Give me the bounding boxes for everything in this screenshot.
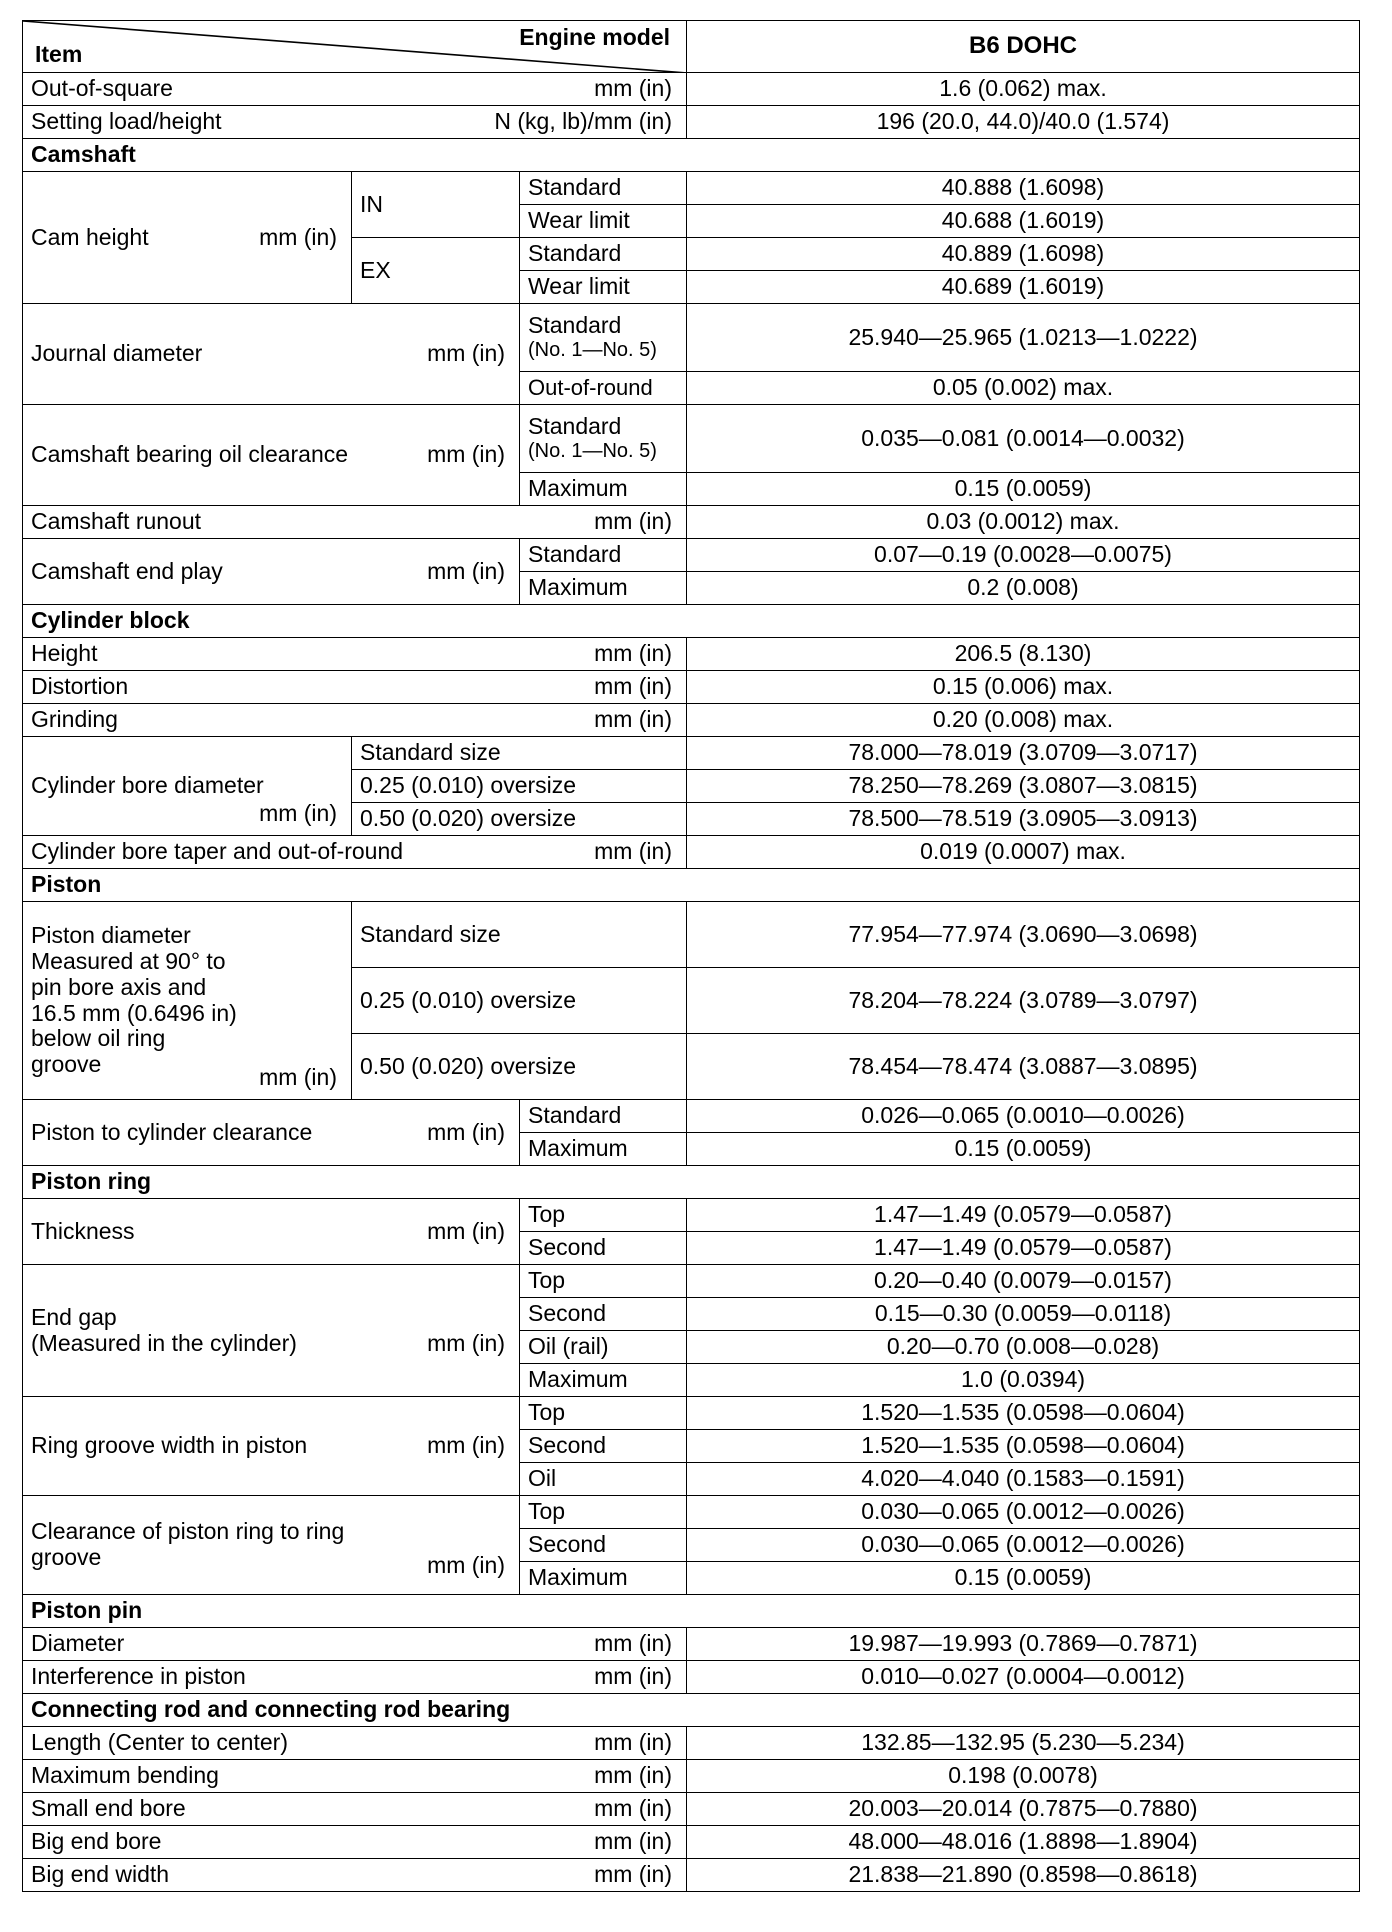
condition-label: Second [520, 1430, 687, 1463]
table-row [23, 1661, 1360, 1694]
row-value: 20.003—20.014 (0.7875—0.7880) [687, 1793, 1360, 1826]
condition-label: Maximum [520, 473, 687, 506]
row-unit: mm (in) [594, 1630, 672, 1657]
row-value: 25.940—25.965 (1.0213—1.0222) [687, 304, 1360, 372]
condition-label: Maximum [520, 572, 687, 605]
table-row [23, 304, 1360, 372]
row-label: Cam height [31, 223, 149, 250]
row-unit: mm (in) [259, 800, 337, 827]
row-unit: mm (in) [594, 673, 672, 700]
row-value: 0.15 (0.0059) [687, 1562, 1360, 1595]
condition-label: 0.50 (0.020) oversize [352, 1034, 687, 1100]
table-row [23, 737, 1360, 770]
row-value: 0.03 (0.0012) max. [687, 506, 1360, 539]
header-row [23, 21, 1360, 73]
row-label-line2: (Measured in the cylinder) [31, 1329, 297, 1356]
row-value: 0.198 (0.0078) [687, 1760, 1360, 1793]
row-value: 1.520—1.535 (0.0598—0.0604) [687, 1397, 1360, 1430]
row-label: Grinding [31, 706, 118, 733]
table-row [23, 1628, 1360, 1661]
row-value: 1.47—1.49 (0.0579—0.0587) [687, 1199, 1360, 1232]
row-value: 40.689 (1.6019) [687, 271, 1360, 304]
condition-label: Wear limit [520, 271, 687, 304]
condition-label: 0.50 (0.020) oversize [352, 803, 687, 836]
table-row [23, 638, 1360, 671]
row-label: Cylinder bore diameter [31, 772, 264, 799]
row-value: 78.000—78.019 (3.0709—3.0717) [687, 737, 1360, 770]
row-label: Height [31, 640, 98, 667]
condition-label: Standard [520, 172, 687, 205]
row-value: 78.500—78.519 (3.0905—3.0913) [687, 803, 1360, 836]
table-row [23, 1265, 1360, 1298]
condition-label: Top [520, 1397, 687, 1430]
row-unit: mm (in) [427, 557, 505, 584]
row-unit: mm (in) [427, 441, 505, 468]
row-value: 196 (20.0, 44.0)/40.0 (1.574) [687, 106, 1360, 139]
row-value: 1.0 (0.0394) [687, 1364, 1360, 1397]
spec-table [22, 20, 1360, 1892]
section-title: Piston [23, 869, 1360, 902]
row-value: 0.15 (0.0059) [687, 1133, 1360, 1166]
row-value: 1.520—1.535 (0.0598—0.0604) [687, 1430, 1360, 1463]
table-row [23, 1199, 1360, 1232]
row-value: 0.030—0.065 (0.0012—0.0026) [687, 1529, 1360, 1562]
row-label-line2: groove [31, 1544, 102, 1570]
section-title: Piston ring [23, 1166, 1360, 1199]
row-unit: mm (in) [259, 223, 337, 250]
condition-label: Maximum [520, 1133, 687, 1166]
row-value: 0.07—0.19 (0.0028—0.0075) [687, 539, 1360, 572]
row-label: Ring groove width in piston [31, 1432, 308, 1459]
row-label: Journal diameter [31, 340, 203, 367]
row-value: 0.010—0.027 (0.0004—0.0012) [687, 1661, 1360, 1694]
row-label: Length (Center to center) [31, 1729, 288, 1756]
row-unit: mm (in) [594, 508, 672, 535]
row-label: Camshaft end play [31, 557, 223, 584]
row-unit: mm (in) [427, 1432, 505, 1459]
row-value: 0.15 (0.006) max. [687, 671, 1360, 704]
row-unit: mm (in) [594, 1762, 672, 1789]
row-value: 78.454—78.474 (3.0887—3.0895) [687, 1034, 1360, 1100]
condition-label: Maximum [520, 1562, 687, 1595]
row-label: Interference in piston [31, 1663, 246, 1690]
section-header [23, 605, 1360, 638]
table-row [23, 1760, 1360, 1793]
table-row [23, 106, 1360, 139]
row-label: Out-of-square [31, 75, 173, 102]
row-value: 0.026—0.065 (0.0010—0.0026) [687, 1100, 1360, 1133]
condition-label: Second [520, 1529, 687, 1562]
condition-label: Second [520, 1298, 687, 1331]
row-value: 78.250—78.269 (3.0807—3.0815) [687, 770, 1360, 803]
section-header [23, 1166, 1360, 1199]
condition-label: Oil [520, 1463, 687, 1496]
condition-note: (No. 1—No. 5) [528, 339, 657, 362]
row-unit: mm (in) [594, 1795, 672, 1822]
row-value: 40.889 (1.6098) [687, 238, 1360, 271]
row-label: Small end bore [31, 1795, 186, 1822]
row-value: 0.20—0.40 (0.0079—0.0157) [687, 1265, 1360, 1298]
row-label: Camshaft runout [31, 508, 202, 535]
section-title: Camshaft [23, 139, 1360, 172]
row-unit: N (kg, lb)/mm (in) [494, 108, 672, 135]
condition-label: Standard size [352, 902, 687, 968]
condition-label: Standard size [352, 737, 687, 770]
row-unit: mm (in) [594, 75, 672, 102]
condition-label: Standard [520, 238, 687, 271]
row-value: 40.888 (1.6098) [687, 172, 1360, 205]
sub-group-label: IN [352, 172, 520, 238]
condition-label: Top [520, 1496, 687, 1529]
row-label: Setting load/height [31, 108, 222, 135]
table-row [23, 1100, 1360, 1133]
row-value: 0.035—0.081 (0.0014—0.0032) [687, 405, 1360, 473]
table-row [23, 1397, 1360, 1430]
section-title: Piston pin [23, 1595, 1360, 1628]
row-unit: mm (in) [594, 1663, 672, 1690]
condition-label: Standard [520, 539, 687, 572]
condition-label: 0.25 (0.010) oversize [352, 770, 687, 803]
row-unit: mm (in) [427, 1329, 505, 1356]
row-unit: mm (in) [427, 1551, 505, 1578]
condition-label: Standard [520, 1100, 687, 1133]
row-label: Big end width [31, 1861, 170, 1888]
row-label: Thickness [31, 1217, 135, 1244]
table-row [23, 902, 1360, 968]
condition-note: (No. 1—No. 5) [528, 440, 657, 463]
condition-label: Out-of-round [520, 372, 687, 405]
table-row [23, 1496, 1360, 1529]
header-item-cell [23, 21, 687, 73]
row-label: Camshaft bearing oil clearance [31, 441, 349, 468]
row-label: End gap [31, 1303, 117, 1330]
row-value: 206.5 (8.130) [687, 638, 1360, 671]
row-unit: mm (in) [594, 706, 672, 733]
condition-label: 0.25 (0.010) oversize [352, 968, 687, 1034]
row-label: Piston diameter Measured at 90° to pin bore axis and 16.5 mm (0.6496 in) below oil ring groove [31, 922, 237, 1077]
row-value: 78.204—78.224 (3.0789—3.0797) [687, 968, 1360, 1034]
table-row [23, 1727, 1360, 1760]
row-value: 48.000—48.016 (1.8898—1.8904) [687, 1826, 1360, 1859]
section-header [23, 139, 1360, 172]
row-value: 0.030—0.065 (0.0012—0.0026) [687, 1496, 1360, 1529]
row-value: 77.954—77.974 (3.0690—3.0698) [687, 902, 1360, 968]
row-value: 0.20—0.70 (0.008—0.028) [687, 1331, 1360, 1364]
section-header [23, 869, 1360, 902]
table-row [23, 1793, 1360, 1826]
table-row [23, 506, 1360, 539]
row-unit: mm (in) [259, 1064, 337, 1091]
spec-sheet [22, 20, 1359, 1920]
row-value: 132.85—132.95 (5.230—5.234) [687, 1727, 1360, 1760]
table-row [23, 172, 1360, 205]
row-unit: mm (in) [594, 1861, 672, 1888]
section-header [23, 1694, 1360, 1727]
row-value: 19.987—19.993 (0.7869—0.7871) [687, 1628, 1360, 1661]
condition-label: Maximum [520, 1364, 687, 1397]
table-row [23, 1859, 1360, 1892]
table-row [23, 836, 1360, 869]
row-value: 40.688 (1.6019) [687, 205, 1360, 238]
condition-label: Top [520, 1199, 687, 1232]
table-row [23, 539, 1360, 572]
row-label: Distortion [31, 673, 129, 700]
row-value: 4.020—4.040 (0.1583—0.1591) [687, 1463, 1360, 1496]
condition-label: Standard [528, 413, 622, 440]
condition-label: Top [520, 1265, 687, 1298]
row-label: Piston to cylinder clearance [31, 1118, 313, 1145]
sub-group-label: EX [352, 238, 520, 304]
row-value: 1.47—1.49 (0.0579—0.0587) [687, 1232, 1360, 1265]
row-value: 0.15—0.30 (0.0059—0.0118) [687, 1298, 1360, 1331]
condition-label: Second [520, 1232, 687, 1265]
row-unit: mm (in) [594, 1828, 672, 1855]
row-value: 0.05 (0.002) max. [687, 372, 1360, 405]
engine-model-label: Engine model [519, 24, 670, 50]
section-title: Connecting rod and connecting rod bearing [23, 1694, 1360, 1727]
row-unit: mm (in) [427, 340, 505, 367]
row-unit: mm (in) [594, 640, 672, 667]
row-label: Diameter [31, 1630, 125, 1657]
row-label: Maximum bending [31, 1762, 219, 1789]
row-label: Cylinder bore taper and out-of-round [31, 838, 404, 865]
item-label: Item [35, 41, 83, 68]
condition-label: Oil (rail) [520, 1331, 687, 1364]
row-value: 0.2 (0.008) [687, 572, 1360, 605]
condition-label: Standard [528, 312, 622, 339]
row-unit: mm (in) [427, 1118, 505, 1145]
row-label: Big end bore [31, 1828, 162, 1855]
row-value: 0.15 (0.0059) [687, 473, 1360, 506]
table-row [23, 671, 1360, 704]
row-unit: mm (in) [594, 838, 672, 865]
row-value: 0.20 (0.008) max. [687, 704, 1360, 737]
table-row [23, 73, 1360, 106]
table-row [23, 704, 1360, 737]
condition-label: Wear limit [520, 205, 687, 238]
table-row [23, 405, 1360, 473]
row-value: 21.838—21.890 (0.8598—0.8618) [687, 1859, 1360, 1892]
section-header [23, 1595, 1360, 1628]
row-value: 1.6 (0.062) max. [687, 73, 1360, 106]
table-row [23, 1826, 1360, 1859]
row-unit: mm (in) [594, 1729, 672, 1756]
row-label: Clearance of piston ring to ring [31, 1518, 345, 1545]
row-value: 0.019 (0.0007) max. [687, 836, 1360, 869]
model-name: B6 DOHC [687, 21, 1360, 73]
row-unit: mm (in) [427, 1217, 505, 1244]
section-title: Cylinder block [23, 605, 1360, 638]
